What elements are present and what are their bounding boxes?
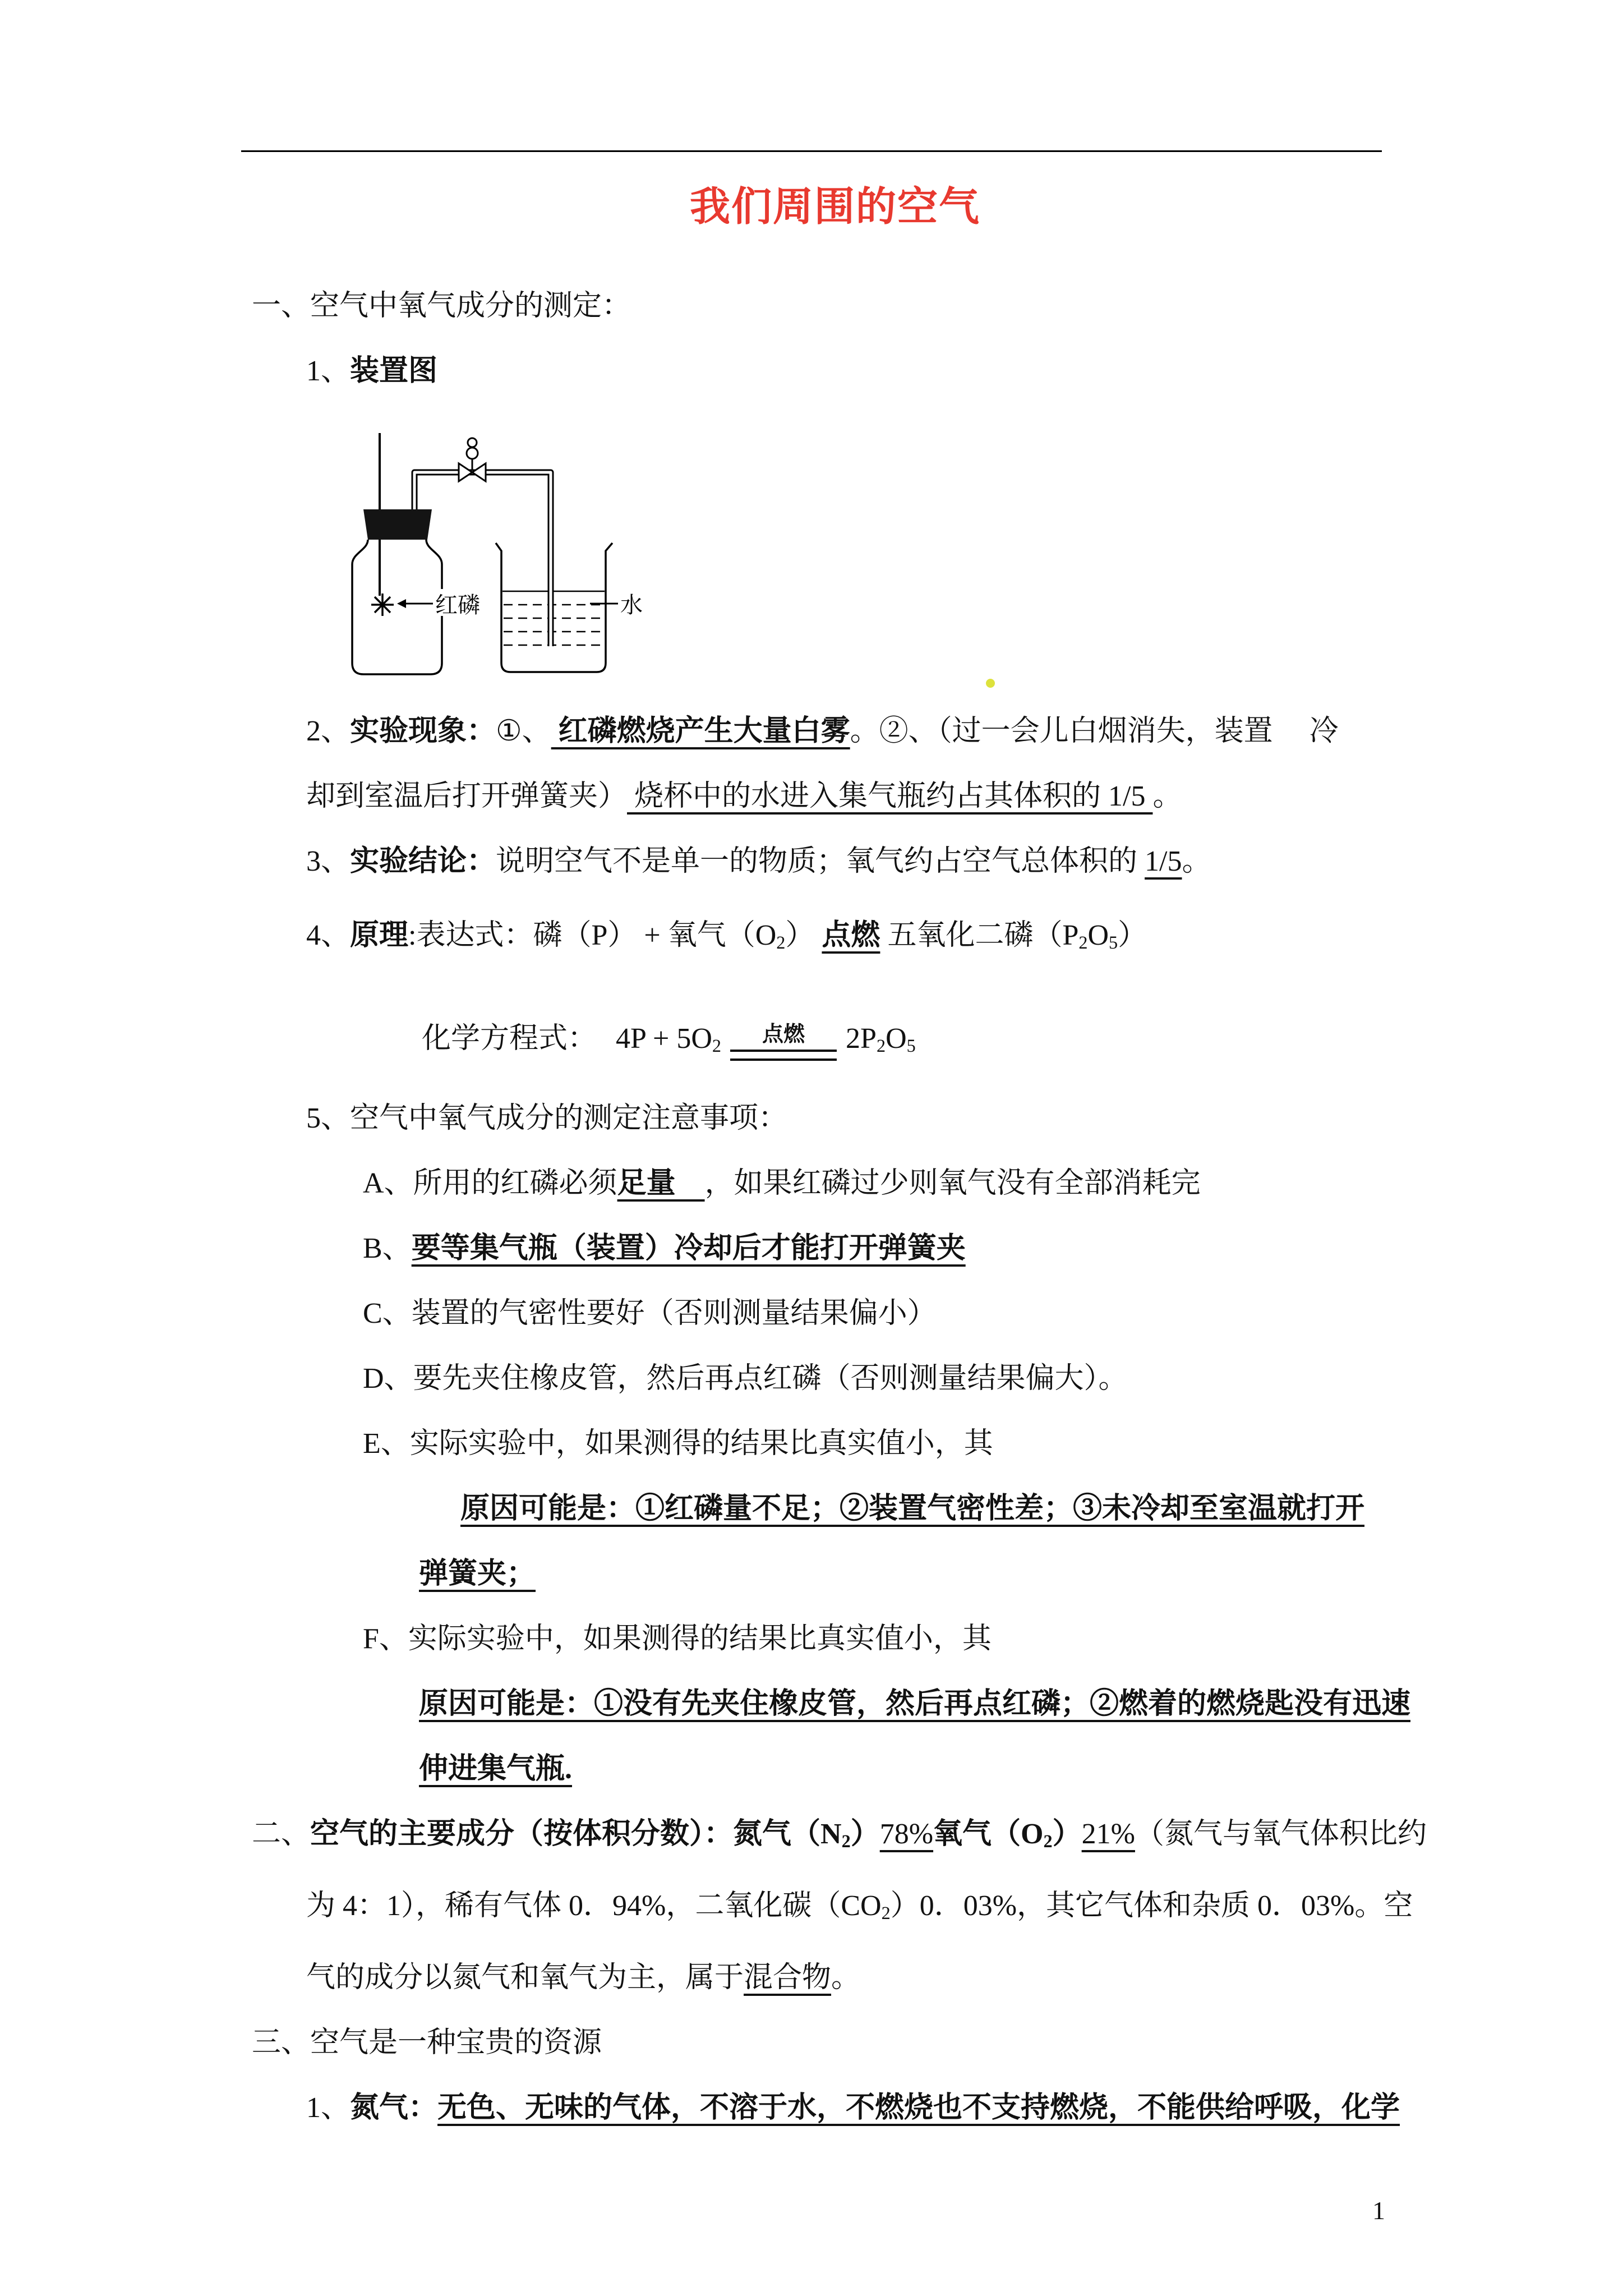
note-e-reason2: 弹簧夹； [419, 1558, 536, 1590]
section2-line2b: ）0．03%，其它气体和杂质 0．03%。空 [890, 1890, 1413, 1922]
header-rule [241, 150, 1382, 152]
item4-condition: 点燃 [822, 919, 880, 951]
item3-line [252, 829, 1418, 894]
item4-text1: :表达式：磷（P） + 氧气（O [408, 919, 777, 951]
page-title: 我们周围的空气 [689, 185, 980, 229]
section1-heading [252, 274, 1418, 339]
section2-line2 [252, 1874, 1418, 1945]
section2-bold1: 空气的主要成分（按体积分数）：氮气（N [310, 1818, 842, 1851]
mixture-answer: 混合物 [744, 1962, 832, 1994]
item4-subscript2: 2 [1078, 932, 1088, 953]
note-f-reason1: 原因可能是：①没有先夹住橡皮管，然后再点红磷；②燃着的燃烧匙没有迅速 [419, 1688, 1411, 1720]
item2-line1 [252, 699, 1418, 764]
nitrogen-item-answer: 无色、无味的气体，不溶于水，不燃烧也不支持燃烧，不能供给呼吸，化学 [437, 2092, 1400, 2124]
item4-number: 4、 [306, 919, 351, 951]
note-c-text: C、装置的气密性要好（否则测量结果偏小） [363, 1297, 937, 1330]
section3-heading-text: 三、空气是一种宝贵的资源 [252, 2027, 602, 2059]
item1-line [252, 339, 1418, 404]
section3-heading [252, 2010, 1418, 2076]
note-e-reason1: 原因可能是：①红磷量不足；②装置气密性差；③未冷却至室温就打开 [460, 1493, 1365, 1525]
section2-text1: （氮气与氧气体积比约 [1135, 1818, 1427, 1851]
delivery-tube [414, 472, 551, 646]
nitrogen-item-label: 氮气： [350, 2092, 438, 2124]
note-d-text: D、要先夹住橡皮管，然后再点红磷（否则测量结果偏大）。 [363, 1363, 1128, 1395]
page-number: 1 [1372, 2196, 1385, 2225]
note-b-answer: 要等集气瓶（装置）冷却后才能打开弹簧夹 [411, 1232, 966, 1265]
note-f-reason2: 伸进集气瓶. [419, 1753, 573, 1786]
item3-period: 。 [1182, 845, 1211, 877]
item5-text: 5、空气中氧气成分的测定注意事项： [306, 1102, 788, 1135]
note-a-line [252, 1151, 1418, 1216]
item3-fraction: 1/5 [1145, 845, 1182, 877]
gas-bottle-outline [352, 540, 442, 674]
note-c-line [252, 1281, 1418, 1346]
item4-text4: O [1087, 919, 1109, 951]
item5-line [252, 1086, 1418, 1151]
equation-subscript2: 2 [876, 1036, 886, 1056]
scan-artifact-dot [986, 679, 995, 688]
equation-condition-text: 点燃 [762, 1023, 805, 1047]
note-f-text: F、实际实验中，如果测得的结果比真实值小，其 [363, 1623, 992, 1655]
item4-subscript1: 2 [776, 932, 786, 953]
section2-bold2: ） [850, 1818, 880, 1851]
note-b-line [252, 1216, 1418, 1281]
item2-line2 [252, 764, 1418, 829]
note-a-answer: 足量 [617, 1167, 705, 1200]
item2-line2-start: 却到室温后打开弹簧夹） [306, 780, 628, 812]
item2-period: 。 [1152, 780, 1182, 812]
section2-number: 二、 [252, 1818, 311, 1851]
note-e-reason-line1 [252, 1476, 1418, 1542]
document-content [252, 183, 1427, 2141]
item2-circled1: ①、 [496, 715, 551, 747]
note-e-line [252, 1411, 1418, 1476]
item2-label: 实验现象： [350, 715, 496, 747]
note-b-letter: B、 [363, 1232, 412, 1265]
note-e-text: E、实际实验中，如果测得的结果比真实值小，其 [363, 1428, 993, 1460]
chemical-equation-line [252, 1006, 1418, 1078]
section2-bold4: ） [1052, 1818, 1082, 1851]
note-e-reason-line2 [252, 1542, 1418, 1607]
item4-text3: 五氧化二磷（P [880, 919, 1079, 951]
section2-subscript2: 2 [1043, 1831, 1053, 1852]
item4-text2: ） [785, 919, 822, 951]
item4-text5: ） [1118, 919, 1147, 951]
equation-subscript3: 5 [906, 1036, 916, 1056]
equation-double-line [730, 1050, 837, 1061]
note-f-reason-line1 [252, 1672, 1418, 1737]
item4-subscript3: 5 [1109, 932, 1118, 953]
equation-condition [730, 1024, 837, 1061]
note-f-reason-line2 [252, 1737, 1418, 1802]
item2-answer1: 红磷燃烧产生大量白雾 [551, 715, 850, 747]
nitrogen-percentage: 78% [879, 1818, 934, 1851]
item3-label: 实验结论： [350, 845, 496, 877]
section2-bold3: 氧气（O [933, 1818, 1044, 1851]
item1-number: 1、 [306, 355, 351, 387]
apparatus-svg [348, 430, 645, 693]
oxygen-percentage: 21% [1081, 1818, 1135, 1851]
item2-mid-text: 。②、（过一会儿白烟消失，装置 冷 [850, 715, 1339, 747]
equation-rhs2: O [886, 1023, 907, 1055]
item3-number: 3、 [306, 845, 351, 877]
section2-line3b: 。 [831, 1962, 861, 1994]
red-phosphorus-icon [371, 593, 394, 616]
item1-title: 装置图 [350, 355, 438, 387]
section2-line2a: 为 4：1），稀有气体 0．94%，二氧化碳（CO [306, 1890, 882, 1922]
equation-subscript1: 2 [712, 1036, 722, 1056]
note-d-line [252, 1346, 1418, 1411]
water-label: 水 [620, 592, 643, 618]
section2-line1 [252, 1802, 1427, 1874]
nitrogen-item-number: 1、 [306, 2092, 351, 2124]
section2-line3 [252, 1945, 1418, 2010]
rubber-stopper [363, 509, 432, 540]
item2-number: 2、 [306, 715, 351, 747]
equation-lhs: 4P + 5O [616, 1023, 712, 1055]
item3-text: 说明空气不是单一的物质；氧气约占空气总体积的 [496, 845, 1145, 877]
red-phosphorus-arrowhead [397, 599, 406, 608]
note-f-line [252, 1607, 1418, 1672]
equation-label: 化学方程式： [422, 1023, 597, 1055]
beaker-outline [496, 543, 612, 672]
red-phosphorus-label: 红磷 [435, 592, 480, 618]
item4-label: 原理 [350, 919, 409, 951]
section1-heading-text: 一、空气中氧气成分的测定： [252, 290, 631, 322]
item4-line [252, 903, 1418, 975]
section2-line3a: 气的成分以氮气和氧气为主，属于 [306, 1962, 744, 1994]
section2-subscript3: 2 [881, 1903, 891, 1924]
nitrogen-item-line [252, 2076, 1418, 2141]
section2-subscript1: 2 [841, 1831, 851, 1852]
equation-rhs1: 2P [846, 1023, 877, 1055]
note-a-text1: A、所用的红磷必须 [363, 1167, 617, 1200]
item2-answer2: 烧杯中的水进入集气瓶约占其体积的 1/5 [627, 780, 1153, 812]
apparatus-diagram [348, 430, 1418, 693]
note-a-text2: ，如果红磷过少则氧气没有全部消耗完 [704, 1167, 1201, 1200]
